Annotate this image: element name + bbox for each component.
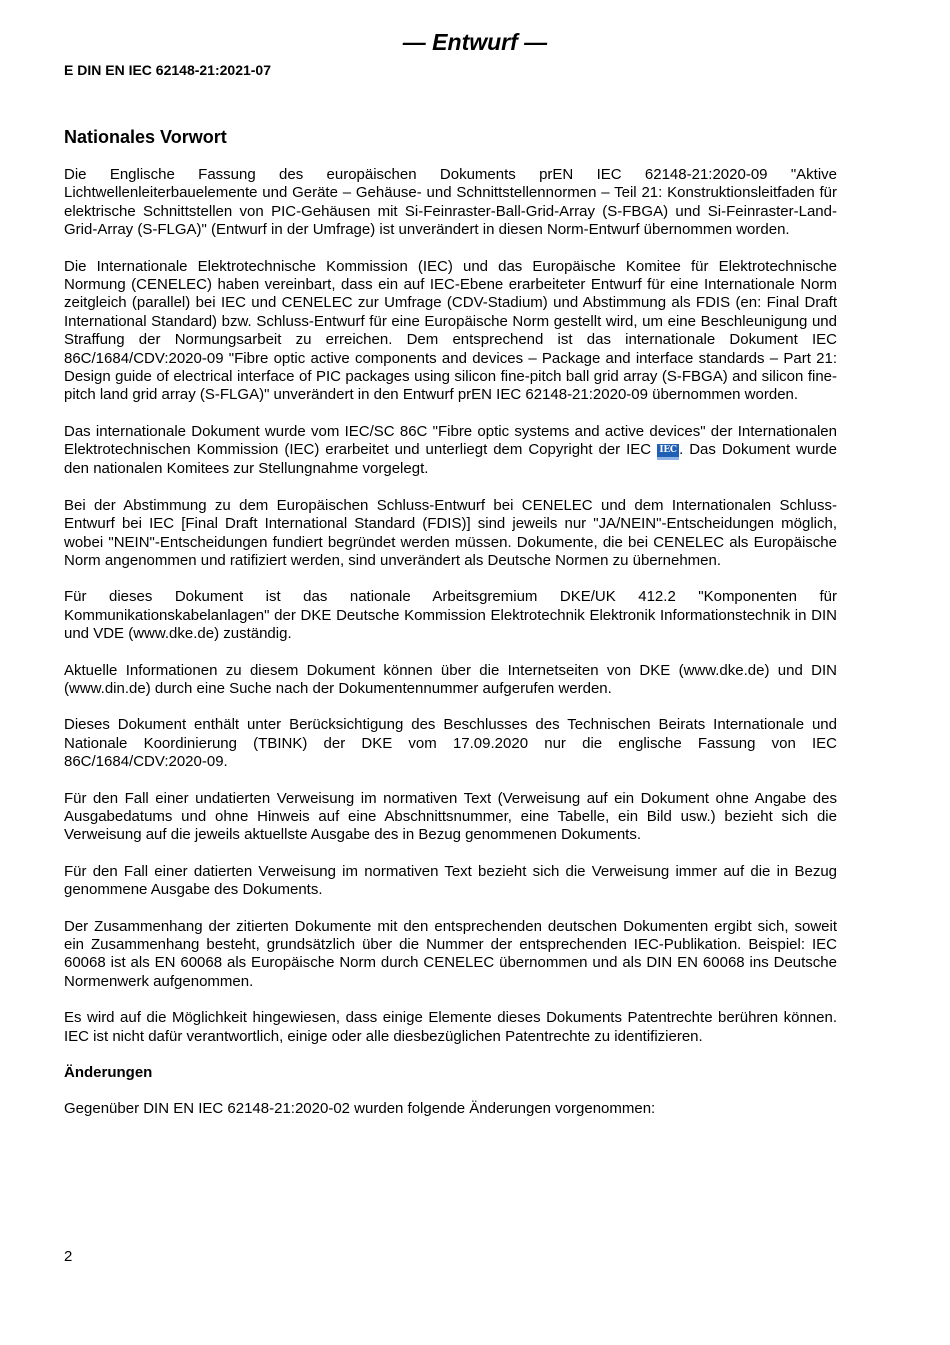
- paragraph-current-info: Aktuelle Informationen zu diesem Dokument können über die Internetseiten von DKE (www.dke.de) und DIN (www.din.de) durch eine Suche nach der Dokumentennummer aufgerufen werden.: [64, 661, 837, 697]
- paragraph-copyright-text: Das internationale Dokument wurde vom IEC/SC 86C "Fibre optic systems and active devices" der Internationalen Elektrotechnischen Kommission (IEC) erarbeitet und unterliegt dem Copyright der IEC: [64, 422, 837, 459]
- paragraph-dated-reference: Für den Fall einer datierten Verweisung im normativen Text bezieht sich die Verweisung immer auf die in Bezug genommene Ausgabe des Dokuments.: [64, 862, 837, 899]
- paragraph-iec-cenelec-agreement: Die Internationale Elektrotechnische Kommission (IEC) und das Europäische Komitee für Elektrotechnische Normung (CENELEC) haben vereinbart, dass ein auf IEC-Ebene erarbeiteter Entwurf für eine Internationale Norm zeitgleich (parallel) bei IEC und CENELEC zur Umfrage (CDV-Stadium) und Abstimmung als FDIS (en: Final Draft International Standard) bzw. Schluss-Entwurf für eine Europäische Norm gestellt wird, um eine Beschleunigung und Straffung der Normungsarbeit zu erreichen. Dem entsprechend ist das internationale Dokument IEC 86C/1684/CDV:2020-09 "Fibre optic active components and devices – Package and interface standards – Part 21: Design guide of electrical interface of PIC packages using silicon fine-pitch ball grid array (S-FBGA) and silicon fine-pitch land grid array (S-FLGA)" unverändert in den Entwurf prEN IEC 62148-21:2020-09 übernommen worden.: [64, 257, 837, 404]
- document-body: [64, 166, 837, 1137]
- paragraph-patents: Es wird auf die Möglichkeit hingewiesen, dass einige Elemente dieses Dokuments Patentrechte berühren können. IEC ist nicht dafür verantwortlich, einige oder alle diesbezüglichen Patentrechte zu identifizieren.: [64, 1009, 837, 1045]
- paragraph-voting: Bei der Abstimmung zu dem Europäischen Schluss-Entwurf bei CENELEC und dem Internationalen Schluss-Entwurf bei IEC [Final Draft International Standard (FDIS)] sind jeweils nur "JA/NEIN"-Entscheidungen möglich, wobei "NEIN"-Entscheidungen fundiert begründet werden müssen. Dokumente, die bei CENELEC als Europäische Norm angenommen und ratifiziert werden, sind unverändert als Deutsche Normen zu übernehmen.: [64, 496, 837, 569]
- changes-heading: Änderungen: [64, 1064, 153, 1082]
- paragraph-copyright: [64, 423, 837, 479]
- draft-banner: — Entwurf —: [402, 29, 548, 55]
- iec-logo-icon: IEC: [657, 444, 679, 460]
- paragraph-working-group: Für dieses Dokument ist das nationale Arbeitsgremium DKE/UK 412.2 "Komponenten für Kommunikationskabelanlagen" der DKE Deutsche Kommission Elektrotechnik Elektronik Informationstechnik in DIN und VDE (www.dke.de) zuständig.: [64, 588, 837, 643]
- page-number: 2: [64, 1248, 73, 1265]
- paragraph-tbink: Dieses Dokument enthält unter Berücksichtigung des Beschlusses des Technischen Beirats Internationale und Nationale Koordinierung (TBINK) der DKE vom 17.09.2020 nur die englische Fassung von IEC 86C/1684/CDV:2020-09.: [64, 716, 837, 771]
- paragraph-undated-reference: Für den Fall einer undatierten Verweisung im normativen Text (Verweisung auf ein Dokument ohne Angabe des Ausgabedatums und ohne Hinweis auf eine Abschnittsnummer, eine Tabelle, ein Bild usw.) bezieht sich die Verweisung auf die jeweils aktuellste Ausgabe des in Bezug genommenen Dokuments.: [64, 789, 837, 844]
- paragraph-english-version: Die Englische Fassung des europäischen Dokuments prEN IEC 62148-21:2020-09 "Aktive Lichtwellenleiterbauelemente und Geräte – Gehäuse- und Schnittstellennormen – Teil 21: Konstruktionsleitfaden für elektrische Schnittstellen von PIC-Gehäusen mit Si-Feinraster-Ball-Grid-Array (S-FBGA) und Si-Feinraster-Land-Grid-Array (S-FLGA)" (Entwurf in der Umfrage) ist unverändert in diesen Norm-Entwurf übernommen worden.: [64, 166, 837, 239]
- changes-intro: Gegenüber DIN EN IEC 62148-21:2020-02 wurden folgende Änderungen vorgenommen:: [64, 1100, 656, 1118]
- section-title: Nationales Vorwort: [64, 127, 227, 147]
- document-id: E DIN EN IEC 62148-21:2021-07: [64, 62, 271, 78]
- paragraph-cited-documents: Der Zusammenhang der zitierten Dokumente mit den entsprechenden deutschen Dokumenten ergibt sich, soweit ein Zusammenhang besteht, grundsätzlich über die Nummer der entsprechenden IEC-Publikation. Beispiel: IEC 60068 ist als EN 60068 als Europäische Norm durch CENELEC übernommen und als DIN EN 60068 ins Deutsche Normenwerk aufgenommen.: [64, 917, 837, 990]
- paragraph-copyright-text-end: . Das Dokument wurde den nationalen Komitees zur Stellungnahme vorgelegt.: [64, 441, 837, 478]
